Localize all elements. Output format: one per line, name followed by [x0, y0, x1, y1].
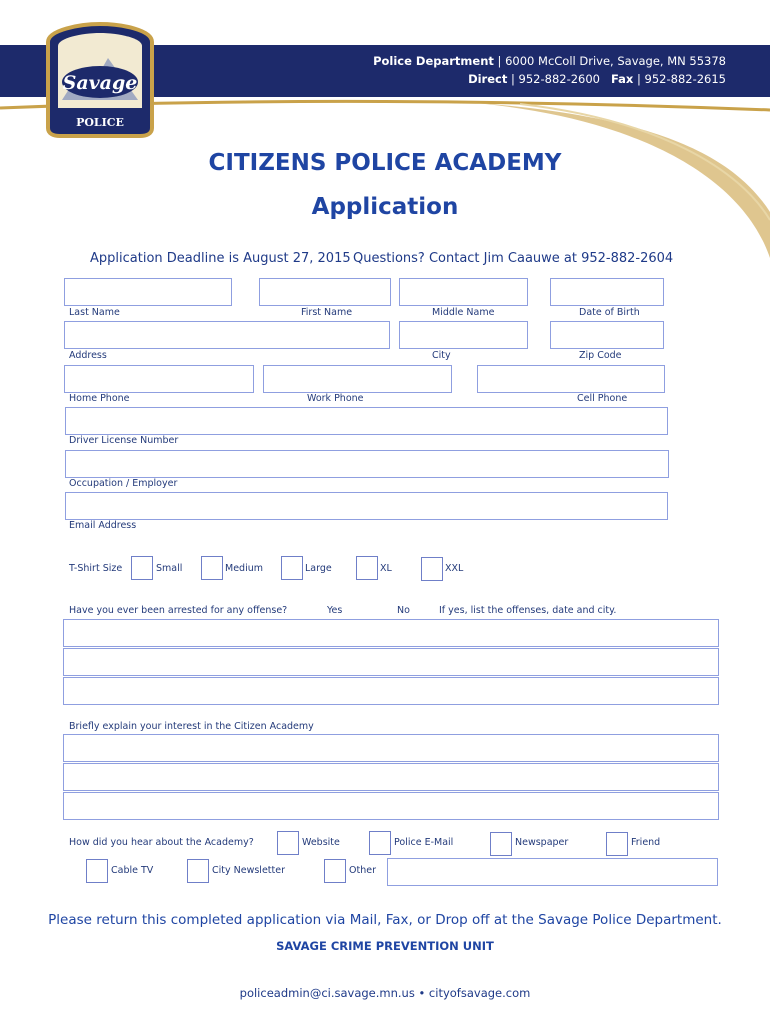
hear-website-label: Website: [302, 837, 340, 848]
city-input[interactable]: [399, 321, 528, 349]
hear-newspaper-checkbox[interactable]: [490, 832, 512, 856]
tshirt-large-label: Large: [305, 563, 332, 574]
dept-address: 6000 McColl Drive, Savage, MN 55378: [505, 54, 726, 68]
tshirt-small-checkbox[interactable]: [131, 556, 153, 580]
middle-name-label: Middle Name: [432, 307, 495, 318]
hear-police-email-checkbox[interactable]: [369, 831, 391, 855]
tshirt-label: T-Shirt Size: [69, 563, 123, 574]
dob-label: Date of Birth: [579, 307, 640, 318]
hear-friend-label: Friend: [631, 837, 661, 848]
home-phone-label: Home Phone: [69, 393, 130, 404]
last-name-input[interactable]: [64, 278, 232, 306]
page-title: CITIZENS POLICE ACADEMY: [208, 150, 562, 176]
deadline-text: Application Deadline is August 27, 2015: [90, 251, 351, 266]
email-label: Email Address: [69, 520, 137, 531]
fax-number: 952-882-2615: [644, 72, 726, 86]
tshirt-xl-checkbox[interactable]: [356, 556, 378, 580]
driver-license-label: Driver License Number: [69, 435, 179, 446]
hear-cable-tv-label: Cable TV: [111, 865, 154, 876]
driver-license-input[interactable]: [65, 407, 668, 435]
header-gold-swoosh: [430, 100, 770, 258]
zip-label: Zip Code: [579, 350, 622, 361]
hear-other-checkbox[interactable]: [324, 859, 346, 883]
address-input[interactable]: [64, 321, 390, 349]
interest-input-1[interactable]: [63, 734, 719, 762]
header-phone-line: Direct | 952-882-2600 Fax | 952-882-2615: [468, 72, 726, 86]
interest-label: Briefly explain your interest in the Citizen Academy: [69, 721, 314, 732]
savage-police-badge-logo: [48, 24, 152, 136]
tshirt-xxl-checkbox[interactable]: [421, 557, 443, 581]
first-name-label: First Name: [301, 307, 353, 318]
email-input[interactable]: [65, 492, 668, 520]
direct-number: 952-882-2600: [518, 72, 600, 86]
city-label: City: [432, 350, 451, 361]
first-name-input[interactable]: [259, 278, 391, 306]
work-phone-label: Work Phone: [307, 393, 364, 404]
return-instructions: Please return this completed application via Mail, Fax, or Drop off at the Savage Police Department.: [48, 912, 722, 928]
middle-name-input[interactable]: [399, 278, 528, 306]
occupation-input[interactable]: [65, 450, 669, 478]
hear-other-label: Other: [349, 865, 376, 876]
logo-unit-text: POLICE: [76, 116, 124, 129]
occupation-label: Occupation / Employer: [69, 478, 178, 489]
interest-input-3[interactable]: [63, 792, 719, 820]
fax-label: Fax: [610, 72, 634, 86]
zip-input[interactable]: [550, 321, 664, 349]
hear-city-newsletter-label: City Newsletter: [212, 865, 285, 876]
tshirt-medium-label: Medium: [225, 563, 263, 574]
direct-label: Direct: [468, 72, 508, 86]
last-name-label: Last Name: [69, 307, 120, 318]
dept-label: Police Department: [373, 54, 494, 68]
tshirt-xl-label: XL: [380, 563, 392, 574]
tshirt-large-checkbox[interactable]: [281, 556, 303, 580]
unit-name: SAVAGE CRIME PREVENTION UNIT: [276, 939, 494, 953]
arrest-yes-label[interactable]: Yes: [327, 605, 343, 616]
logo-city-text: Savage: [62, 72, 138, 94]
tshirt-small-label: Small: [156, 563, 183, 574]
arrest-details-input-2[interactable]: [63, 648, 719, 676]
footer-contact: policeadmin@ci.savage.mn.us • cityofsavage.com: [239, 986, 531, 1000]
header-banner: [0, 0, 770, 260]
interest-input-2[interactable]: [63, 763, 719, 791]
cell-phone-label: Cell Phone: [577, 393, 628, 404]
contact-text: Questions? Contact Jim Caauwe at 952-882-2604: [353, 251, 674, 266]
arrest-question-label: Have you ever been arrested for any offense?: [69, 605, 288, 616]
hear-other-input[interactable]: [387, 858, 718, 886]
dob-input[interactable]: [550, 278, 664, 306]
hear-label: How did you hear about the Academy?: [69, 837, 254, 848]
hear-police-email-label: Police E-Mail: [394, 837, 454, 848]
page-subtitle: Application: [311, 194, 459, 220]
home-phone-input[interactable]: [64, 365, 254, 393]
arrest-followup-label: If yes, list the offenses, date and city.: [439, 605, 617, 616]
work-phone-input[interactable]: [263, 365, 452, 393]
cell-phone-input[interactable]: [477, 365, 665, 393]
hear-city-newsletter-checkbox[interactable]: [187, 859, 209, 883]
address-label: Address: [69, 350, 107, 361]
header-address-line: Police Department | 6000 McColl Drive, Savage, MN 55378: [373, 54, 726, 68]
hear-friend-checkbox[interactable]: [606, 832, 628, 856]
arrest-no-label[interactable]: No: [397, 605, 410, 616]
arrest-details-input-3[interactable]: [63, 677, 719, 705]
hear-cable-tv-checkbox[interactable]: [86, 859, 108, 883]
tshirt-xxl-label: XXL: [445, 563, 464, 574]
hear-newspaper-label: Newspaper: [515, 837, 569, 848]
tshirt-medium-checkbox[interactable]: [201, 556, 223, 580]
arrest-details-input-1[interactable]: [63, 619, 719, 647]
hear-website-checkbox[interactable]: [277, 831, 299, 855]
